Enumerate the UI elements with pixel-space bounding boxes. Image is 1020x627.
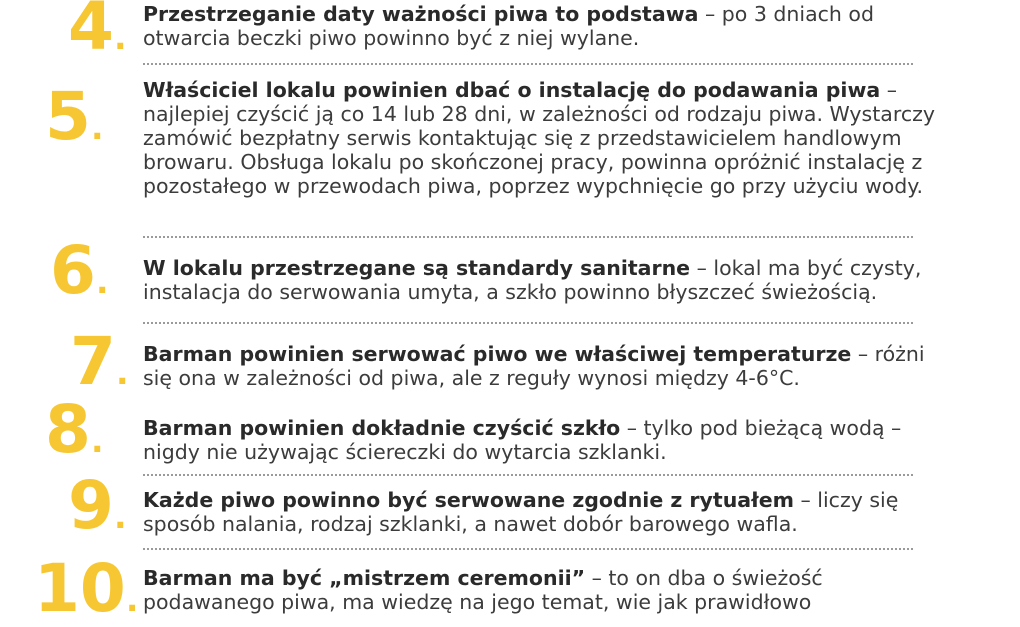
- item-heading: Każde piwo powinno być serwowane zgodnie z rytuałem: [143, 488, 794, 512]
- list-item: [143, 342, 943, 390]
- item-heading: Barman powinien serwować piwo we właściwej temperaturze: [143, 342, 852, 366]
- item-text: – najlepiej czyścić ją co 14 lub 28 dni, w zależności od rodzaju piwa. Wystarczy zamówić bezpłatny serwis kontaktując się z przedstawicielem handlowym browaru. Obsługa lokalu po skończonej pracy, powinna opróżnić instalację z pozostałego w przewodach piwa, poprzez wypchnięcie go przy użyciu wody.: [143, 78, 935, 198]
- list-item: [143, 2, 943, 50]
- item-text: – tylko pod bieżącą wodą – nigdy nie używając ściereczki do wytarcia szklanki.: [143, 416, 902, 464]
- item-heading: W lokalu przestrzegane są standardy sanitarne: [143, 256, 691, 280]
- item-number: 6.: [50, 232, 109, 309]
- list-item: [143, 416, 943, 464]
- dotted-separator: [143, 63, 913, 65]
- item-number: 5.: [45, 78, 104, 155]
- item-text: – lokal ma być czysty, instalacja do serwowania umyta, a szkło powinno błyszczeć świeżością.: [143, 256, 922, 304]
- dotted-separator: [143, 236, 913, 238]
- list-item: [143, 566, 943, 614]
- item-heading: Przestrzeganie daty ważności piwa to podstawa: [143, 2, 699, 26]
- item-number: 4.: [68, 0, 127, 65]
- item-heading: Właściciel lokalu powinien dbać o instalację do podawania piwa: [143, 78, 881, 102]
- dotted-separator: [143, 474, 913, 476]
- dotted-separator: [143, 548, 913, 550]
- list-item: [143, 488, 943, 536]
- item-text: – po 3 dniach od otwarcia beczki piwo powinno być z niej wylane.: [143, 2, 874, 50]
- item-number: 7.: [70, 323, 129, 400]
- list-item: [143, 78, 943, 198]
- list-item: [143, 256, 943, 304]
- item-text: – liczy się sposób nalania, rodzaj szklanki, a nawet dobór barowego wafla.: [143, 488, 899, 536]
- dotted-separator: [143, 322, 913, 324]
- item-number: 8.: [45, 391, 104, 468]
- item-text: – to on dba o świeżość podawanego piwa, ma wiedzę na jego temat, wie jak prawidłowo: [143, 566, 823, 614]
- item-text: – różni się ona w zależności od piwa, ale z reguły wynosi między 4-6°C.: [143, 342, 925, 390]
- item-number: 10.: [34, 550, 139, 627]
- item-heading: Barman powinien dokładnie czyścić szkło: [143, 416, 621, 440]
- item-number: 9.: [68, 467, 127, 544]
- item-heading: Barman ma być „mistrzem ceremonii”: [143, 566, 586, 590]
